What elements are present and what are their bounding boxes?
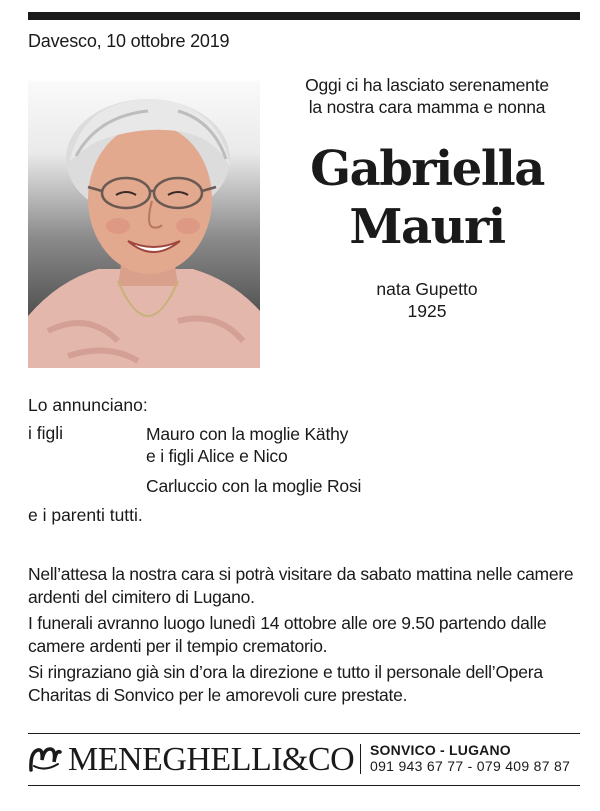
footer-location: SONVICO - LUGANO bbox=[370, 742, 511, 758]
intro-line-1: Oggi ci ha lasciato serenamente bbox=[305, 75, 549, 95]
brand-name: MENEGHELLI&CO bbox=[68, 741, 355, 778]
deceased-name bbox=[292, 140, 562, 256]
intro-line-2: la nostra cara mamma e nonna bbox=[308, 97, 546, 117]
children-label: i figli bbox=[28, 423, 64, 443]
footer-bottom-rule bbox=[28, 785, 580, 786]
notice-visit: Nell’attesa la nostra cara si potrà visitare da sabato mattina nelle camere ardenti del cimitero di Lugano. bbox=[28, 564, 574, 607]
brand-logo-icon bbox=[28, 744, 62, 779]
child-line: Carluccio con la moglie Rosi bbox=[146, 476, 362, 496]
notice-thanks: Si ringraziano già sin d’ora la direzione e tutto il personale dell’Opera Charitas di Sonvico per le amorevoli cure prestate. bbox=[28, 662, 543, 705]
child-line: e i figli Alice e Nico bbox=[146, 446, 288, 466]
notice-funeral: I funerali avranno luogo lunedì 14 ottobre alle ore 9.50 partendo dalle camere ardenti per il tempio crematorio. bbox=[28, 613, 547, 656]
top-rule bbox=[28, 12, 580, 20]
footer-top-rule bbox=[28, 733, 580, 734]
notices bbox=[28, 563, 578, 710]
footer bbox=[28, 738, 580, 782]
intro-text bbox=[292, 74, 562, 118]
last-name: Mauri bbox=[349, 199, 505, 255]
children-list bbox=[146, 423, 361, 497]
birth-year: 1925 bbox=[407, 301, 447, 321]
child-line: Mauro con la moglie Käthy bbox=[146, 424, 349, 444]
place-date: Davesco, 10 ottobre 2019 bbox=[28, 31, 230, 51]
first-name: Gabriella bbox=[310, 141, 544, 197]
portrait-photo bbox=[28, 81, 260, 368]
birth-info bbox=[292, 278, 562, 322]
relatives-line: e i parenti tutti. bbox=[28, 505, 143, 525]
born-name: nata Gupetto bbox=[376, 279, 478, 299]
footer-phones: 091 943 67 77 - 079 409 87 87 bbox=[370, 758, 571, 774]
footer-divider bbox=[360, 744, 361, 774]
announce-intro: Lo annunciano: bbox=[28, 395, 148, 415]
